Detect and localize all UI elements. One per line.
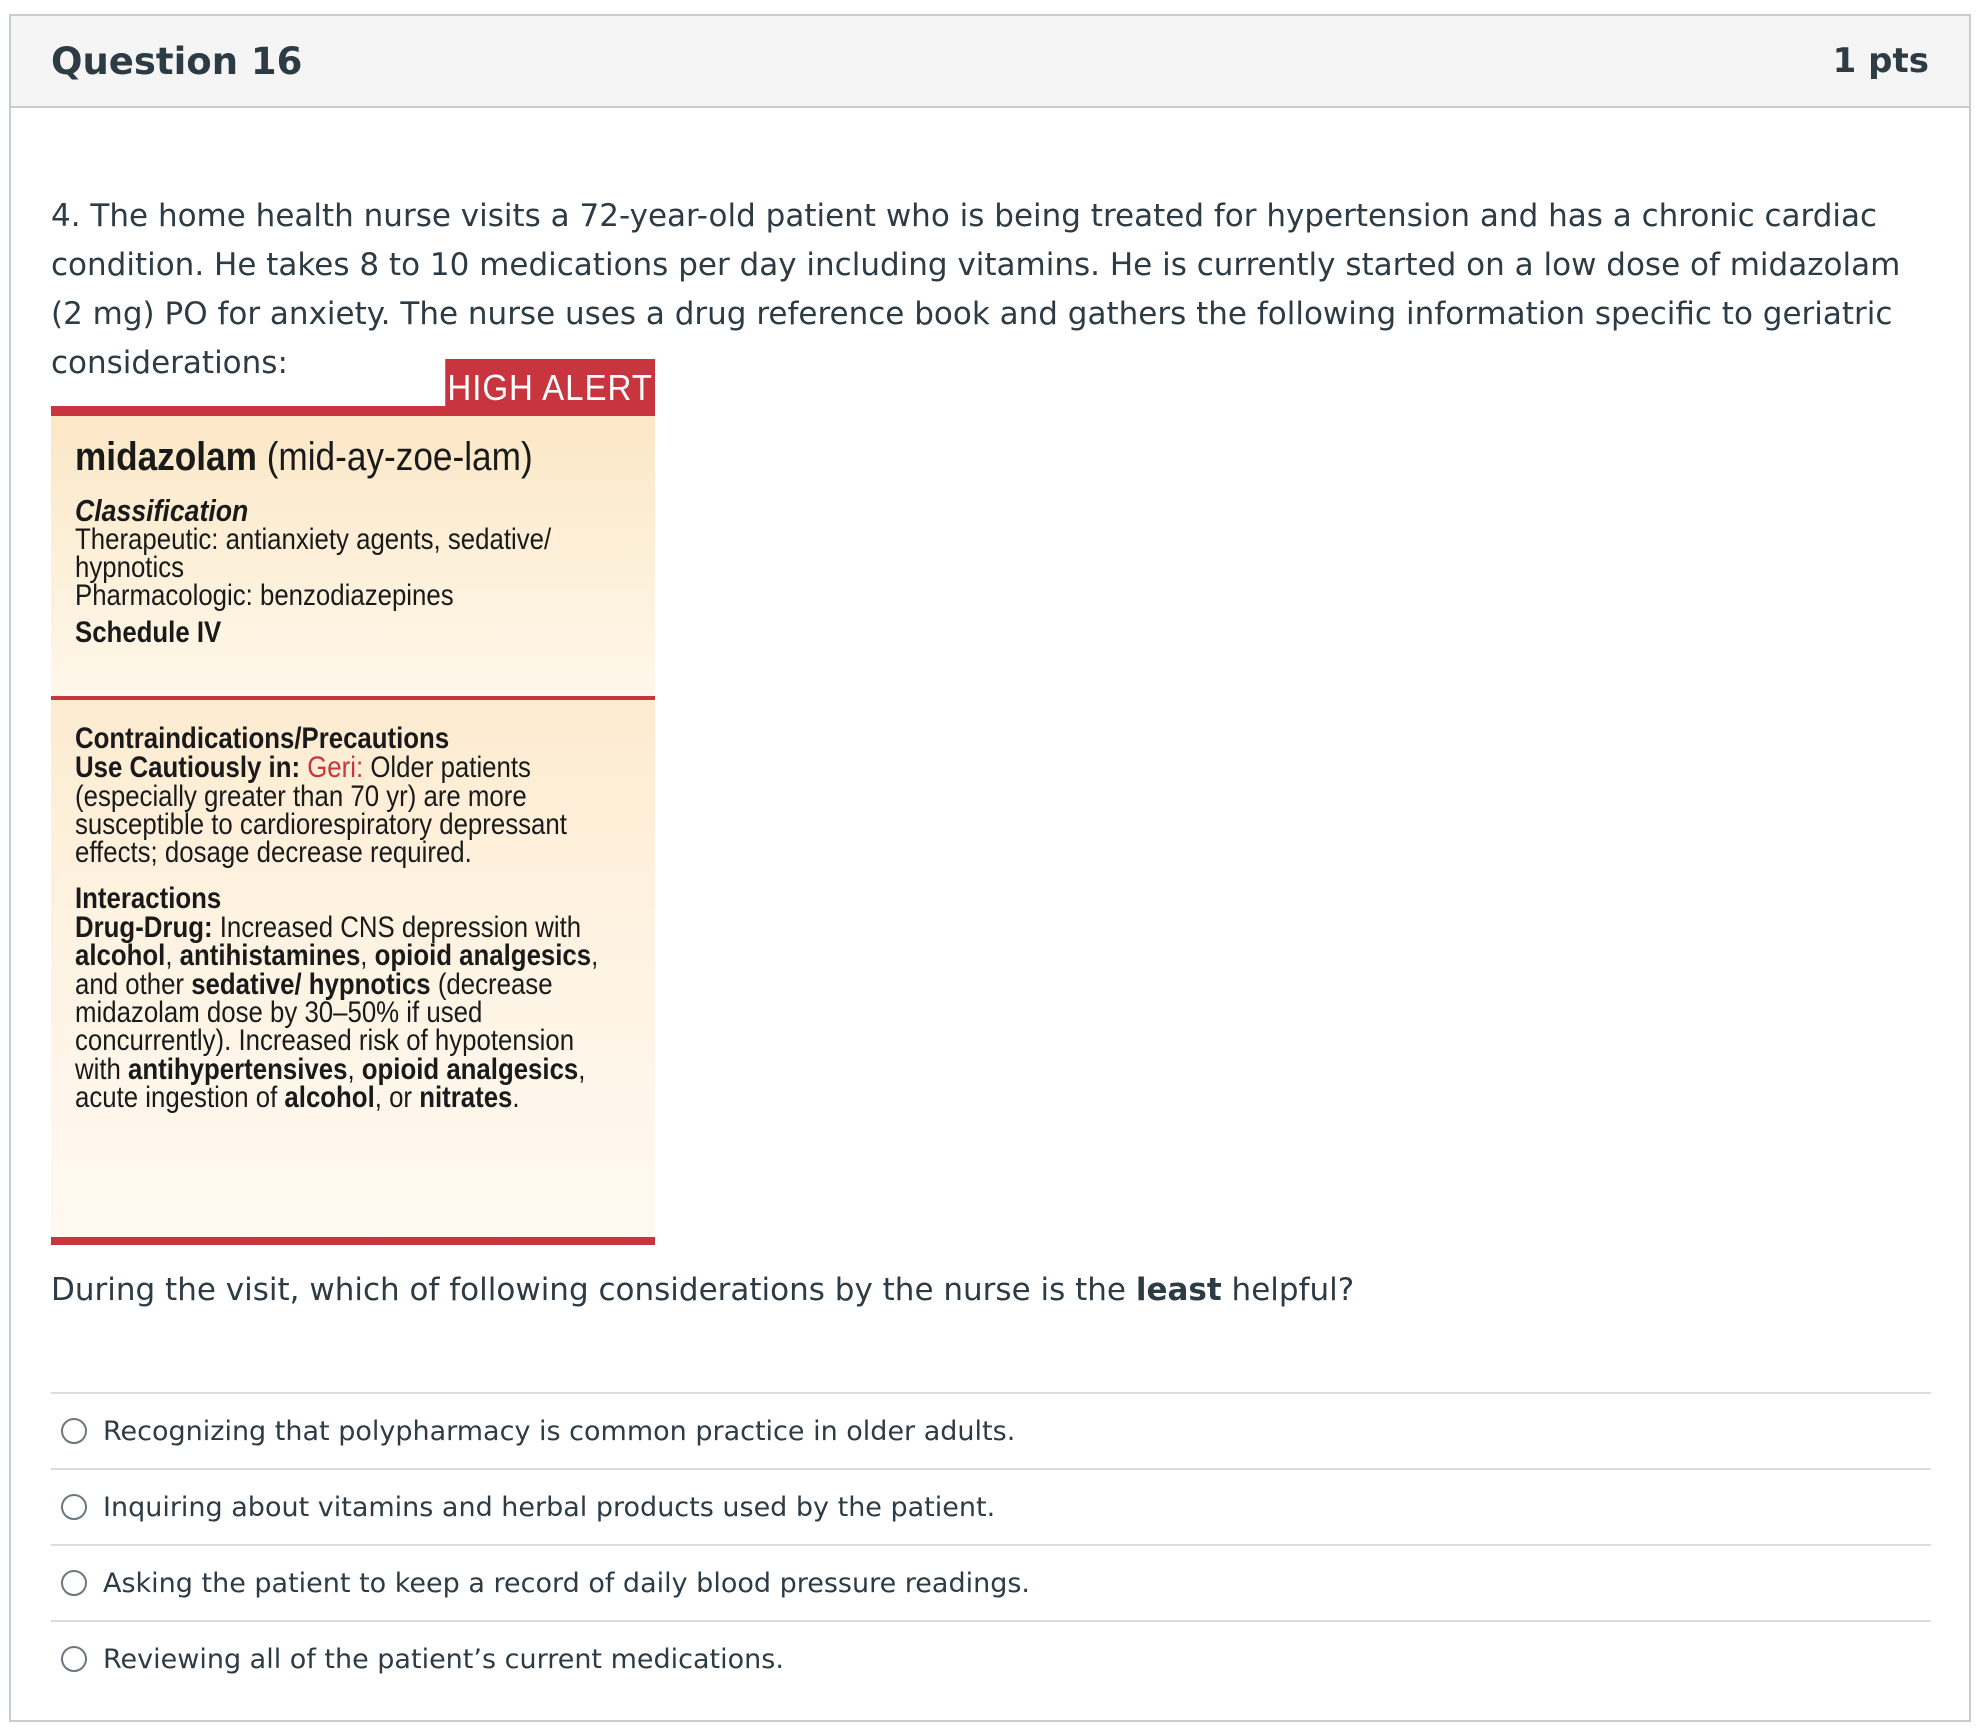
card-bottom-rule: [51, 1237, 655, 1245]
answer-option[interactable]: [51, 1392, 1931, 1468]
geri-label: Geri:: [307, 751, 364, 784]
answer-text[interactable]: Reviewing all of the patient’s current medications.: [103, 1643, 784, 1675]
drug-drug-line-1-rest: Increased CNS depression with: [212, 911, 582, 944]
dd-line-6-sep: ,: [347, 1053, 362, 1086]
contra-line-4: effects; dosage decrease required.: [75, 836, 472, 869]
interactions-heading: Interactions: [75, 882, 222, 915]
pharmacologic-line: Pharmacologic: benzodiazepines: [75, 579, 454, 612]
question-prompt: [51, 1272, 1354, 1308]
dd-line-6-pre: with: [75, 1053, 129, 1086]
radio-button[interactable]: [61, 1494, 87, 1520]
drug-drug-label: Drug-Drug:: [75, 911, 213, 944]
dd-line-7-end: .: [512, 1081, 520, 1114]
dd-alcohol-2: alcohol: [284, 1081, 375, 1114]
question-title: Question 16: [51, 39, 303, 83]
answer-text[interactable]: Recognizing that polypharmacy is common practice in older adults.: [103, 1415, 1016, 1447]
therapeutic-line-2: hypnotics: [75, 551, 185, 584]
question-header: [11, 16, 1969, 108]
high-alert-badge: HIGH ALERT: [445, 359, 655, 416]
dd-line-3-post: (decrease: [430, 968, 553, 1001]
answer-option[interactable]: [51, 1468, 1931, 1544]
prompt-emphasis: least: [1135, 1272, 1222, 1308]
drug-reference-card: [51, 359, 655, 1247]
drug-drug-line-4: midazolam dose by 30–50% if used: [75, 996, 483, 1029]
prompt-after: helpful?: [1221, 1272, 1355, 1308]
contra-line-2: (especially greater than 70 yr) are more: [75, 780, 527, 813]
dd-line-7-mid: , or: [374, 1081, 420, 1114]
classification-label: Classification: [75, 493, 249, 528]
question-points: 1 pts: [1832, 41, 1929, 81]
contra-line-1-rest: Older patients: [363, 751, 531, 784]
drug-pronunciation: (mid-ay-zoe-lam): [256, 435, 533, 479]
answer-option[interactable]: [51, 1620, 1931, 1696]
dd-antihistamines: antihistamines: [179, 939, 361, 972]
drug-name: [75, 435, 533, 480]
dd-line-6-end: ,: [578, 1053, 586, 1086]
dd-antihypertensives: antihypertensives: [128, 1053, 348, 1086]
dd-opioid-analgesics: opioid analgesics: [374, 939, 592, 972]
dd-line-2-end: ,: [591, 939, 599, 972]
dd-line-7-pre: acute ingestion of: [75, 1081, 285, 1114]
contra-line-3: susceptible to cardiorespiratory depressant: [75, 808, 567, 841]
drug-drug-line-5: concurrently). Increased risk of hypotension: [75, 1024, 575, 1057]
dd-sedative-hypnotics: sedative/ hypnotics: [191, 968, 431, 1001]
answer-list: [51, 1392, 1931, 1696]
radio-button[interactable]: [61, 1646, 87, 1672]
radio-button[interactable]: [61, 1418, 87, 1444]
dd-alcohol: alcohol: [75, 939, 166, 972]
contraindications-heading: Contraindications/Precautions: [75, 722, 450, 755]
dd-line-3-pre: and other: [75, 968, 192, 1001]
drug-drug-line-7: [75, 1081, 520, 1115]
radio-button[interactable]: [61, 1570, 87, 1596]
therapeutic-line-1: Therapeutic: antianxiety agents, sedative/: [75, 523, 552, 556]
dd-nitrates: nitrates: [419, 1081, 513, 1114]
schedule-label: Schedule IV: [75, 616, 222, 649]
drug-name-bold: midazolam: [75, 435, 257, 479]
question-card: [9, 14, 1971, 1722]
answer-option[interactable]: [51, 1544, 1931, 1620]
dd-sep-2: ,: [360, 939, 375, 972]
question-stem: 4. The home health nurse visits a 72-year-old patient who is being treated for hypertension and has a chronic cardiac condition. He takes 8 to 10 medications per day including vitamins. He is currently started on a low dose of midazolam (2 mg) PO for anxiety. The nurse uses a drug reference book and gathers the following information specific to geriatric considerations:: [51, 198, 1901, 381]
answer-text[interactable]: Inquiring about vitamins and herbal products used by the patient.: [103, 1491, 996, 1523]
prompt-before: During the visit, which of following considerations by the nurse is the: [51, 1272, 1136, 1308]
use-cautiously-label: Use Cautiously in:: [75, 751, 308, 784]
dd-sep-1: ,: [165, 939, 180, 972]
dd-opioid-analgesics-2: opioid analgesics: [361, 1053, 579, 1086]
answer-text[interactable]: Asking the patient to keep a record of daily blood pressure readings.: [103, 1567, 1030, 1599]
